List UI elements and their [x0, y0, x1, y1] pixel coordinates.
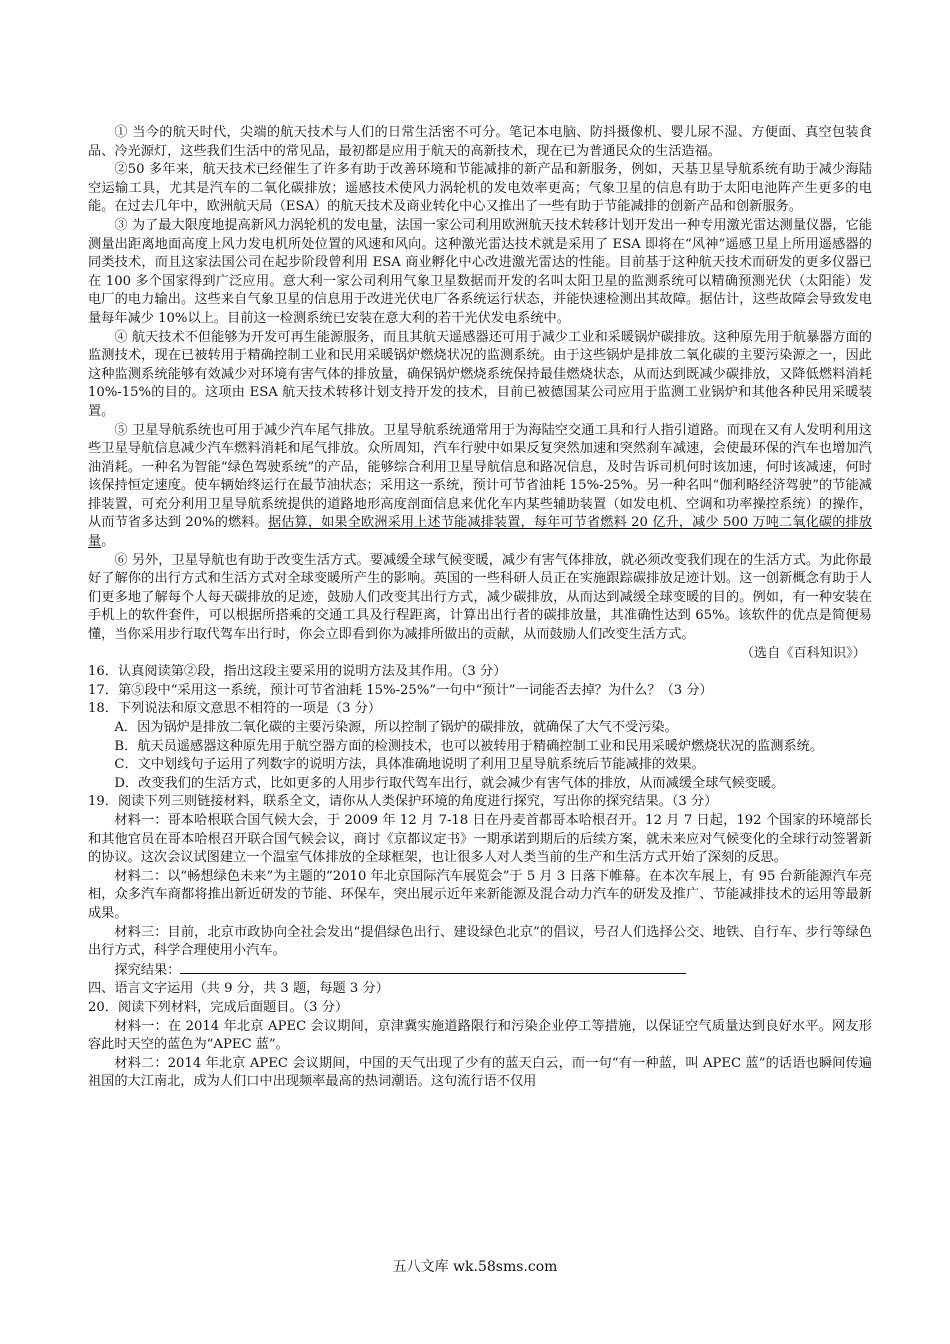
q20-material-2: 材料二：2014 年北京 APEC 会议期间，中国的天气出现了少有的蓝天白云，而一句“有一种蓝，叫 APEC 蓝”的话语也瞬间传遍祖国的大江南北，成为人们口中出现频率最高的热词潮语。这句流行语不仅用 [88, 1055, 872, 1090]
question-19: 19．阅读下列三则链接材料，联系全文，请你从人类保护环境的角度进行探究，写出你的探究结果。（3 分） [88, 794, 718, 810]
material-2: 材料二：以“畅想绿色未来”为主题的“2010 年北京国际汽车展览会”于 5 月 3 日落下帷幕。在本次车展上，有 95 台新能源汽车亮相，众多汽车商都将推出新近研发的节能、环保车，突出展示近年来新能源及混合动力汽车的研发及推广、节能减排技术的运用等最新成果。 [88, 868, 872, 921]
paragraph-5 [88, 422, 872, 552]
option-d: D．改变我们的生活方式，比如更多的人用步行取代驾车出行，就会减少有害气体的排放，从而减缓全球气候变暖。 [114, 775, 785, 791]
q20-material-1: 材料一：在 2014 年北京 APEC 会议期间，京津冀实施道路限行和污染企业停工等措施，以保证空气质量达到良好水平。网友形容此时天空的蓝色为“APEC 蓝”。 [88, 1018, 872, 1053]
paragraph-2: ②50 多年来，航天技术已经催生了许多有助于改善环境和节能减排的新产品和新服务，例如，天基卫星导航系统有助于减少海陆空运输工具，尤其是汽车的二氧化碳排放；遥感技术使风力涡轮机的发电效率更高；气象卫星的信息有助于太阳电池阵产生更多的电能。在过去几年中，欧洲航天局（ESA）的航天技术及商业转化中心又推出了一些有助于节能减排的创新产品和创新服务。 [88, 162, 872, 215]
section-4-heading: 四、语言文字运用（共 9 分，共 3 题，每题 3 分） [88, 981, 389, 997]
paragraph-5-text: ⑤ 卫星导航系统也可用于减少汽车尾气排放。卫星导航系统通常用于为海陆空交通工具和行人指引道路。而现在又有人发明利用这些卫星导航信息减少汽车燃料消耗和尾气排放。众所周知，汽车行驶中如果反复突然加速和突然刹车减速，会使最环保的汽车也增加汽油消耗。一种名为智能“绿色驾驶系统”的产品，能够综合利用卫星导航信息和路况信息，及时告诉司机何时该加速，何时该减速，何时该保持恒定速度。使车辆始终运行在最节油状态；采用这一系统，预计可节省油耗 15%-25%。另一种名叫“伽利略经济驾驶”的节能减排装置，可充分利用卫星导航系统提供的道路地形高度剖面信息来优化车内某些辅助装置（如发电机、空调和功率操控系统）的操作，从而节省多达到 20%的燃料。 [88, 422, 872, 531]
question-17: 17．第⑤段中“采用这一系统，预计可节省油耗 15%-25%”一句中“预计”一词能否去掉？为什么？（3 分） [88, 682, 713, 698]
underlined-sentence: 据估算，如果全欧洲采用上述节能减排装置，每年可节省燃料 20 亿升，减少 500 万吨二氧化碳的排放量 [88, 515, 872, 550]
paragraph-3: ③ 为了最大限度地提高新风力涡轮机的发电量，法国一家公司利用欧洲航天技术转移计划开发出一种专用激光雷达测量仪器，它能测量出距离地面高度上风力发电机所处位置的风速和风向。这种激光雷达技术就是采用了 ESA 即将在“风神”遥感卫星上所用遥感器的同类技术，而且这家法国公司在起步阶段曾利用 ESA 商业孵化中心改进激光雷达的性能。目前基于这种航天技术而研发的更多仪器已在 100 多个国家得到广泛应用。意大利一家公司利用气象卫星数据而开发的名叫太阳卫星的监测系统可以精确预测光伏（太阳能）发电厂的电力输出。这些来自气象卫星的信息用于改进光伏电厂各系统运行状态，并能快速检测出其故障。据估计，这些故障会导致发电量每年减少 10%以上。目前这一检测系统已安装在意大利的若干光伏发电系统中。 [88, 217, 872, 326]
option-c: C．文中划线句子运用了列数字的说明方法，具体准确地说明了利用卫星导航系统后节能减排的效果。 [114, 757, 705, 773]
exploration-result [88, 961, 872, 981]
material-1: 材料一：哥本哈根联合国气候大会，于 2009 年 12 月 7-18 日在丹麦首都哥本哈根召开。12 月 7 日起，192 个国家的环境部长和其他官员在哥本哈根召开联合国气候会议，商讨《京都议定书》一期承诺到期后的后续方案，就未来应对气候变化的全球行动签署新的协议。这次会议试图建立一个温室气体排放的全球框架，也让很多人对人类当前的生产和生活方式开始了深刻的反思。 [88, 812, 872, 866]
paragraph-6: ⑥ 另外，卫星导航也有助于改变生活方式。要减缓全球气候变暖，减少有害气体排放，就必须改变我们现在的生活方式。为此你最好了解你的出行方式和生活方式对全球变暖所产生的影响。英国的一些科研人员正在实施跟踪碳排放足迹计划。这一创新概念有助于人们更多地了解每个人每天碳排放的足迹，鼓励人们改变其出行方式，减少碳排放，从而达到减缓全球变暖的目的。例如，有一种安装在手机上的软件套件，可以根据所搭乘的交通工具及行程距离，计算出出行者的碳排放量，其准确性达到 65%。该软件的优点是简便易懂，当你采用步行取代驾车出行时，你会立即看到你为减排所做出的贡献，从而鼓励人们改变生活方式。 [88, 552, 872, 643]
paragraph-5-end: 。 [101, 534, 115, 550]
paragraph-4: ④ 航天技术不但能够为开发可再生能源服务，而且其航天遥感器还可用于减少工业和采暖锅炉碳排放。这种原先用于航暴器方面的监测技术，现在已被转用于精确控制工业和民用采暖锅炉燃烧状况的监测系统。由于这些锅炉是排放二氧化碳的主要污染源之一，因此这种监测系统能够有效减少对环境有害气体的排放量，确保锅炉燃烧系统保持最佳燃烧状态，从而达到既减少碳排放，又降低燃料消耗 10%-15%的目的。这项由 ESA 航天技术转移计划支持开发的技术，目前已被德国某公司应用于监测工业锅炉和其他各种民用采暖装置。 [88, 329, 872, 419]
question-16: 16．认真阅读第②段，指出这段主要采用的说明方法及其作用。（3 分） [88, 664, 507, 680]
question-18: 18．下列说法和原文意思不相符的一项是（3 分） [88, 701, 382, 717]
document-page [88, 124, 872, 1092]
option-a: A．因为锅炉是排放二氧化碳的主要污染源，所以控制了锅炉的碳排放，就确保了大气不受污染。 [114, 720, 678, 735]
result-label: 探究结果： [114, 962, 181, 978]
option-b: B．航天员遥感器这种原先用于航空器方面的检测技术，也可以被转用于精确控制工业和民用采暖炉燃烧状况的监测系统。 [114, 738, 824, 754]
footer-watermark: 五八文库 wk.58sms.com [392, 1259, 558, 1275]
question-20: 20．阅读下列材料，完成后面题目。（3 分） [88, 999, 349, 1015]
paragraph-1: ① 当今的航天时代，尖端的航天技术与人们的日常生活密不可分。笔记本电脑、防抖摄像机、婴儿尿不湿、方便面、真空包装食品、冷光源灯，这些我们生活中的常见品，最初都是应用于航天的高新技术，现在已为普通民众的生活造福。 [88, 125, 872, 159]
source-citation: （选自《百科知识》） [740, 645, 866, 661]
material-3: 材料三：目前，北京市政协向全社会发出“提倡绿色出行、建设绿色北京”的倡议，号召人们选择公交、地铁、自行车、步行等绿色出行方式，科学合理使用小汽车。 [88, 924, 872, 959]
answer-blank [180, 961, 686, 974]
